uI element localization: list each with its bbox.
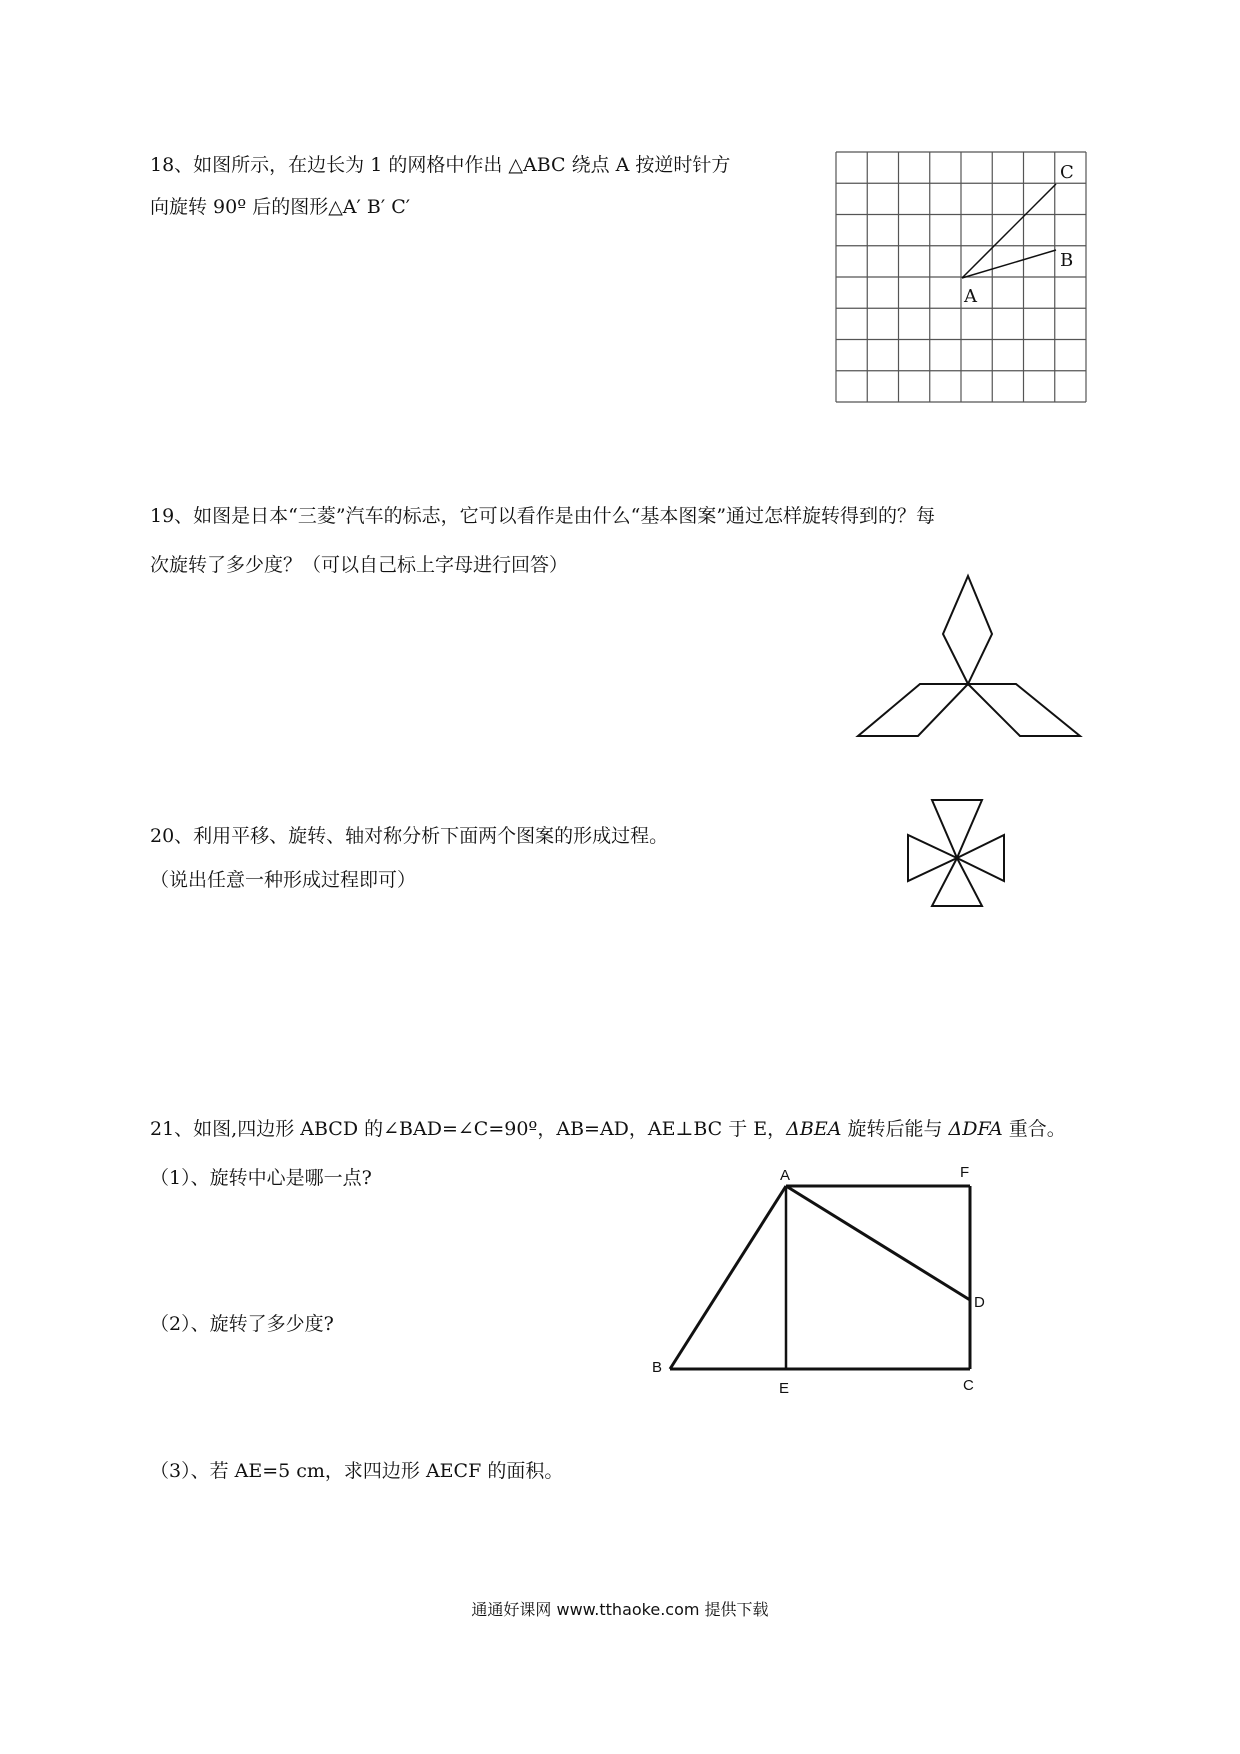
q18-label-b: B [1060,250,1074,271]
q21-side-ab [670,1186,786,1369]
q21-sub1: （1）、旋转中心是哪一点? [150,1167,372,1189]
q19-line2: 次旋转了多少度？（可以自己标上字母进行回答） [150,554,569,576]
q18-label-a: A [964,286,977,307]
q21-label-c: C [963,1377,974,1394]
q20-line2: （说出任意一种形成过程即可） [150,869,417,891]
q21-label-e: E [779,1380,790,1397]
q21-stem-dfa: ΔDFA [948,1118,1003,1140]
page-footer: 通通好课网 www.tthaoke.com 提供下载 [471,1600,769,1619]
q21-stem-bea: ΔBEA [786,1118,842,1140]
q21-stem-e: 重合。 [1002,1118,1066,1140]
q19-line1: 19、如图是日本“三菱”汽车的标志，它可以看作是由什么“基本图案”通过怎样旋转得到的？每 [150,505,936,527]
q18-line2: 向旋转 90º 后的图形△A′ B′ C′ [150,196,411,218]
q21-label-f: F [960,1164,970,1181]
q21-label-a: A [780,1167,791,1184]
q20-line1: 20、利用平移、旋转、轴对称分析下面两个图案的形成过程。 [150,825,669,847]
q21-sub3: （3）、若 AE=5 cm，求四边形 AECF 的面积。 [150,1460,564,1482]
q21-label-b: B [652,1359,663,1376]
q18-line1: 18、如图所示，在边长为 1 的网格中作出 △ABC 绕点 A 按逆时针方 [150,154,731,176]
q18-label-c: C [1060,162,1074,183]
q21-label-d: D [974,1294,985,1311]
q21-stem-a: 21、如图,四边形 ABCD 的∠BAD=∠C=90º，AB=AD，AE⊥BC 于 E， [150,1118,787,1140]
q21-stem-c: 旋转后能与 [841,1118,949,1140]
q21-segment-ad [786,1186,970,1300]
q21-sub2: （2）、旋转了多少度? [150,1313,334,1335]
